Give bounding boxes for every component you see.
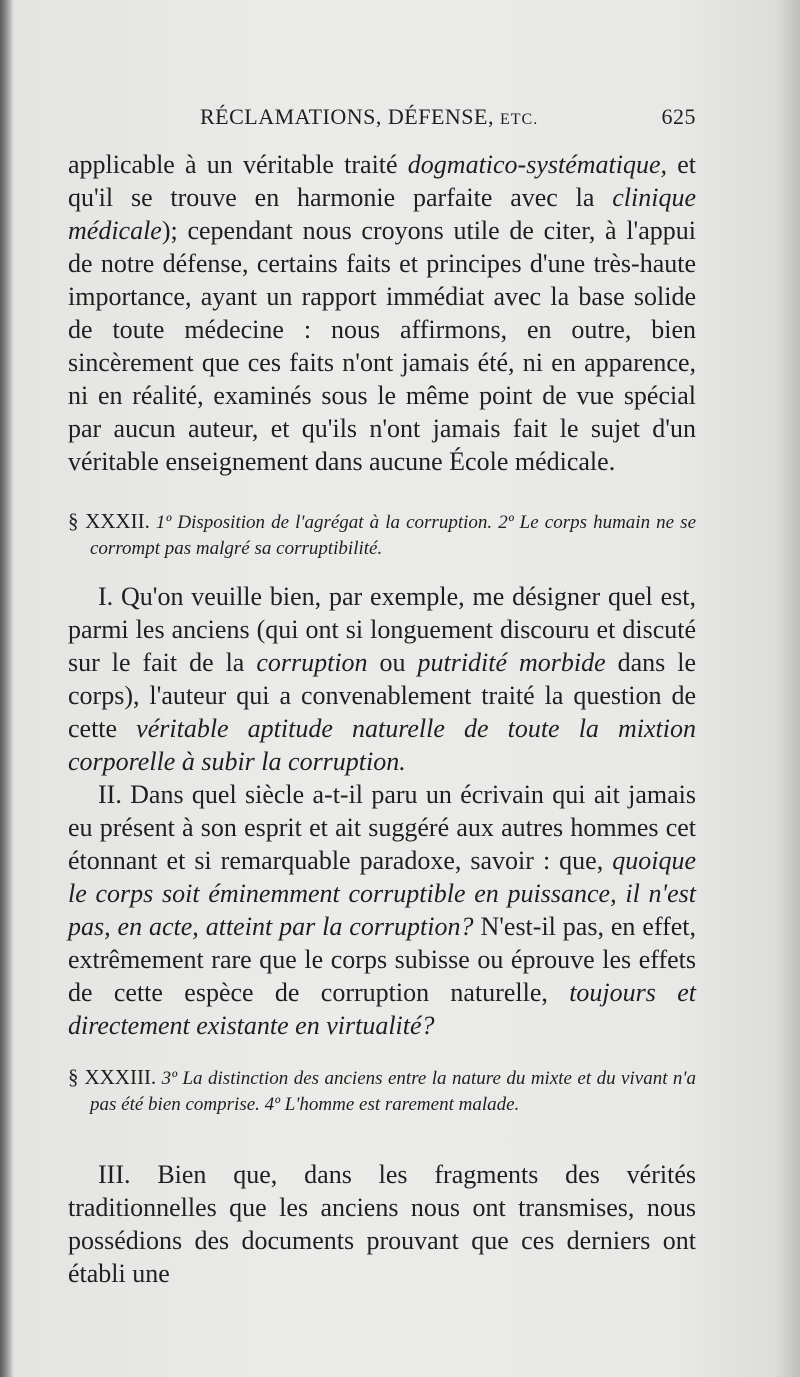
para1-text-1: applicable à un véritable traité (68, 150, 408, 179)
paragraph-III: III. Bien que, dans les fragments des vérités traditionnelles que les anciens nous ont transmises, nous possédions des documents prouvant que ces derniers ont établi une (68, 1160, 696, 1288)
para1-text-2: et qu'il se trouve en harmonie parfaite avec la (68, 150, 697, 212)
paraI-text-1: I. Qu'on veuille bien, par exemple, me désigner quel est, parmi les anciens (qui ont si longuement discouru et discuté sur le fait de la (68, 582, 696, 677)
running-head-text: RÉCLAMATIONS, DÉFENSE, (200, 104, 494, 129)
para1-italic-2: clinique médicale (68, 183, 696, 245)
paraI-italic-2: putridité morbide (417, 648, 606, 677)
section-33-title: 3º La distinction des anciens entre la nature du mixte et du vivant n'a pas été bien comprise. 4º L'homme est rarement malade. (90, 1068, 696, 1115)
paragraph-III-block (68, 1158, 696, 1290)
paraI-italic-1: corruption (256, 648, 368, 677)
running-head-etc: ETC. (499, 111, 539, 128)
paragraph-continuation (68, 148, 696, 478)
paragraph-I (68, 580, 696, 778)
paragraph-I-block (68, 580, 696, 1042)
paraII-text-1: II. Dans quel siècle a-t-il paru un écrivain qui ait jamais eu présent à son esprit et ait suggéré aux autres hommes cet étonnant et si remarquable paradoxe, savoir : que, (68, 780, 696, 875)
section-heading-32 (68, 508, 696, 562)
paraI-text-2: ou (367, 648, 418, 677)
page-number: 625 (661, 104, 696, 129)
paragraph-II (68, 778, 696, 1042)
running-head-title (200, 104, 538, 130)
section-heading-33 (68, 1064, 696, 1118)
running-head (68, 100, 696, 132)
para1-italic-1: dogmatico-systématique, (407, 150, 668, 179)
paraII-italic-1: quoique le corps soit éminemment corruptible en puissance, il n'est pas, en acte, atteint par la corruption? (68, 846, 696, 941)
section-32-title: 1º Disposition de l'agrégat à la corruption. 2º Le corps humain ne se corrompt pas malgré sa corruptibilité. (90, 512, 697, 559)
paraI-text-3: dans le corps), l'auteur qui a convenablement traité la question de cette (68, 648, 697, 743)
section-33-text (68, 1064, 696, 1118)
paraI-italic-3: véritable aptitude naturelle de toute la mixtion corporelle à subir la corruption. (68, 714, 696, 776)
para1-text-3: ); cependant nous croyons utile de citer, à l'appui de notre défense, certains faits et principes d'une très-haute importance, ayant un rapport immédiat avec la base solide de toute médecine : nous affirmons, en outre, bien sincèrement que ces faits n'ont jamais été, ni en apparence, ni en réalité, examinés sous le même point de vue spécial par aucun auteur, et qu'ils n'ont jamais fait le sujet d'un véritable enseignement dans aucune École médicale. (68, 216, 696, 476)
paraII-italic-2: toujours et directement existante en virtualité? (68, 978, 696, 1040)
paraII-text-2: N'est-il pas, en effet, extrêmement rare que le corps subisse ou éprouve les effets de cette espèce de corruption naturelle, (68, 912, 697, 1007)
section-33-number: § XXXIII. (68, 1065, 157, 1089)
section-32-number: § XXXII. (68, 509, 150, 533)
paragraph-1 (68, 148, 696, 478)
section-32-text (68, 508, 696, 562)
